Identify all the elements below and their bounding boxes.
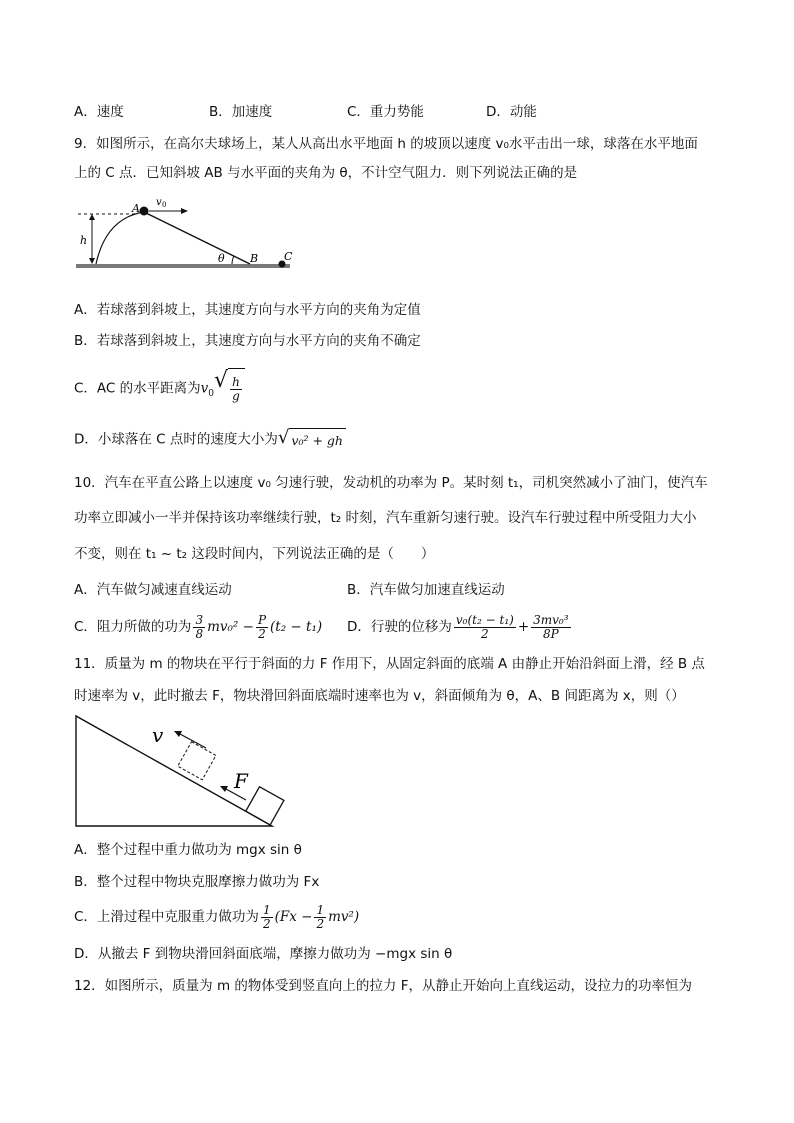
q10-stem-line-2: 功率立即减小一半并保持该功率继续行驶，t₂ 时刻，汽车重新匀速行驶。设汽车行驶过程中所受阻力大小: [74, 510, 697, 526]
q9-option-d-sqrt: √ v₀² + gh: [278, 428, 346, 451]
label-v-sub: 0: [162, 201, 167, 209]
q9-option-c-sub: 0: [208, 389, 215, 400]
label-b: B: [250, 252, 259, 265]
q10-option-d-text: D．行驶的位移为: [347, 619, 452, 635]
q10-option-d-frac-2: $\frac{\text{3mv₀³}}{8P}$: [533, 612, 569, 641]
q10-option-c-tail: (t₂ − t₁): [270, 619, 323, 635]
q9-option-c-num: h: [232, 375, 240, 389]
label-v: v: [156, 197, 162, 208]
label-a: A: [132, 202, 140, 215]
q9-option-c: [74, 368, 245, 414]
q11-option-c-text: C．上滑过程中克服重力做功为: [74, 909, 259, 925]
label-f: F: [234, 769, 248, 793]
q9-option-c-v: v: [200, 380, 209, 397]
q10-option-c: [74, 612, 322, 642]
q9-option-c-den: g: [232, 389, 240, 403]
q11-option-c-frac-1: $\frac{1}{2}$: [262, 902, 271, 931]
q9-stem-line-1: 9．如图所示，在高尔夫球场上，某人从高出水平地面 h 的坡顶以速度 v₀水平击出一球，球落在水平地面: [74, 136, 698, 152]
q9-golf-slope-figure: [72, 196, 302, 276]
q9-option-c-sqrt: √ $\frac{h}{g}$: [214, 368, 245, 409]
q10-option-d-frac-1: $\frac{\text{v₀(t₂ − t₁)}}{2}$: [455, 612, 514, 641]
q10-option-b: B．汽车做匀加速直线运动: [347, 582, 505, 598]
q11-option-b: B．整个过程中物块克服摩擦力做功为 Fx: [74, 874, 320, 890]
q10-option-c-mid: mv₀² −: [207, 619, 254, 635]
q11-option-c-mid: (Fx −: [274, 909, 313, 925]
q11-stem-line-2: 时速率为 v，此时撤去 F，物块滑回斜面底端时速率也为 v，斜面倾角为 θ，A、B 间距离为 x，则（）: [74, 688, 685, 704]
q10-option-c-frac-1: $\frac{3}{8}$: [195, 612, 204, 641]
q10-option-a: A．汽车做匀减速直线运动: [74, 582, 232, 598]
label-c: C: [284, 250, 293, 263]
label-v: v: [152, 723, 164, 747]
q10-option-d: D．行驶的位移为 $\frac{\text{v₀(t₂ − t₁)}}{2}$ + $\frac{\text{3mv₀³}}{8P}$: [347, 612, 569, 641]
q10-option-c-text: C．阻力所做的功为: [74, 619, 192, 635]
q11-option-c-frac-2: $\frac{1}{2}$: [316, 902, 325, 931]
q8-option-a: A．速度: [74, 104, 124, 120]
q8-option-d: D．动能: [486, 104, 537, 120]
q10-option-c-frac-2: $\frac{P}{2}$: [257, 612, 267, 641]
label-theta: θ: [218, 252, 225, 265]
q9-option-c-text: C．AC 的水平距离为: [74, 380, 201, 397]
q9-option-b: B．若球落到斜坡上，其速度方向与水平方向的夹角不确定: [74, 333, 421, 349]
q11-stem-line-1: 11．质量为 m 的物块在平行于斜面的力 F 作用下，从固定斜面的底端 A 由静止开始沿斜面上滑，经 B 点: [74, 656, 705, 672]
q11-option-d: D．从撤去 F 到物块滑回斜面底端，摩擦力做功为 −mgx sin θ: [74, 946, 453, 962]
label-h: h: [80, 234, 88, 247]
q9-option-a: A．若球落到斜坡上，其速度方向与水平方向的夹角为定值: [74, 302, 421, 318]
q9-option-d-math: v₀² + gh: [289, 428, 346, 451]
q9-option-d-text: D．小球落在 C 点时的速度大小为: [74, 431, 278, 448]
q12-stem-line-1: 12．如图所示，质量为 m 的物体受到竖直向上的拉力 F，从静止开始向上直线运动，设拉力的功率恒为: [74, 978, 692, 994]
q10-stem-line-3: 不变，则在 t₁ ~ t₂ 这段时间内，下列说法正确的是（ ）: [74, 546, 435, 562]
q8-option-b: B．加速度: [209, 104, 273, 120]
q8-option-c: C．重力势能: [347, 104, 424, 120]
q11-option-a: A．整个过程中重力做功为 mgx sin θ: [74, 842, 302, 858]
q10-stem-line-1: 10．汽车在平直公路上以速度 v₀ 匀速行驶，发动机的功率为 P。某时刻 t₁，司机突然减小了油门，使汽车: [74, 475, 708, 491]
q11-option-c: [74, 902, 359, 932]
q11-option-c-tail: mv²): [328, 909, 360, 925]
q9-option-d: [74, 428, 346, 451]
q9-stem-line-2: 上的 C 点．已知斜坡 AB 与水平面的夹角为 θ，不计空气阻力．则下列说法正确的是: [74, 165, 578, 181]
q11-incline-figure: [70, 712, 290, 832]
